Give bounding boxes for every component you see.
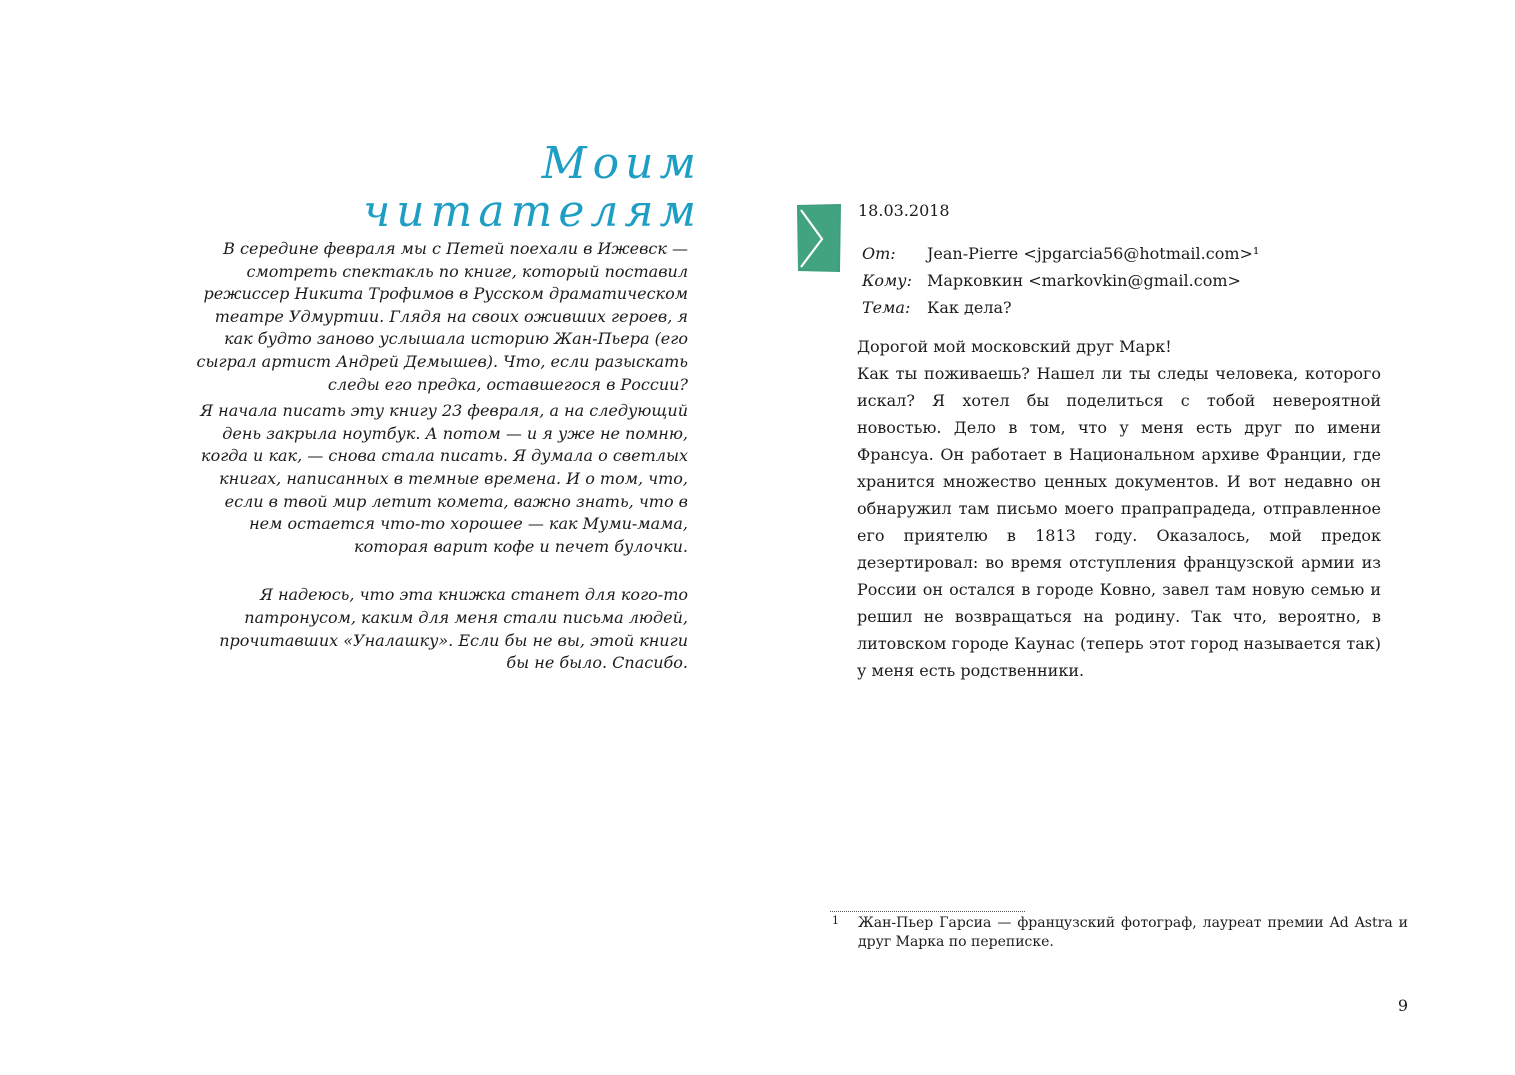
email-body <box>857 333 1381 684</box>
header-value: Марковкин <markovkin@gmail.com> <box>927 271 1241 290</box>
header-value: Jean-Pierre <jpgarcia56@hotmail.com>¹ <box>927 244 1260 263</box>
header-label: Тема: <box>862 298 911 317</box>
header-label: От: <box>862 244 896 263</box>
page-number: 9 <box>1397 996 1408 1015</box>
dedication-paragraph: Я надеюсь, что эта книжка станет для кого-то патронусом, каким для меня стали письма людей, прочитавших «Уналашку». Если бы не вы, этой книги бы не было. Спасибо. <box>219 585 688 673</box>
email-greeting: Дорогой мой московский друг Марк! <box>857 337 1172 356</box>
email-paragraph: Как ты поживаешь? Нашел ли ты следы человека, которого искал? Я хотел бы поделиться с тобой невероятной новостью. Дело в том, что у меня есть друг по имени Франсуа. Он работает в Национальном архиве Франции, где хранится множество ценных документов. И вот недавно он обнаружил там письмо моего прапрапрадеда, отправленное его приятелю в 1813 году. Оказалось, мой предок дезертировал: во время отступления французской армии из России он остался в городе Ковно, завел там новую семью и решил не возвращаться на родину. Так что, вероятно, в литовском городе Каунас (теперь этот город называется так) у меня есть родственники. <box>857 364 1381 680</box>
email-header-subject <box>862 294 1259 321</box>
header-label: Кому: <box>862 271 912 290</box>
page-title: Моим читателям <box>362 138 702 238</box>
footnote-text: Жан-Пьер Гарсиа — французский фотограф, лауреат премии Ad Astra и друг Марка по переписке. <box>858 915 1408 950</box>
footnote-divider <box>830 911 1025 912</box>
dedication-paragraph: Я начала писать эту книгу 23 февраля, а на следующий день закрыла ноутбук. А потом — и я уже не помню, когда и как, — снова стала писать. Я думала о светлых книгах, написанных в темные времена. И о том, что, если в твой мир летит комета, важно знать, что в нем остается что-то хорошее — как Муми-мама, которая варит кофе и печет булочки. <box>200 401 688 556</box>
dedication-text <box>196 238 688 679</box>
footnote-mark: 1 <box>832 914 839 927</box>
envelope-icon <box>796 203 842 273</box>
dedication-paragraph: В середине февраля мы с Петей поехали в Ижевск — смотреть спектакль по книге, который поставил режиссер Никита Трофимов в Русском драматическом театре Удмуртии. Глядя на своих оживших героев, я как будто заново услышала историю Жан-Пьера (его сыграл артист Андрей Демышев). Что, если разыскать следы его предка, оставшегося в России? <box>196 239 688 394</box>
email-header-from <box>862 240 1259 267</box>
header-value: Как дела? <box>927 298 1012 317</box>
email-date: 18.03.2018 <box>858 201 950 220</box>
email-header-to <box>862 267 1259 294</box>
email-headers <box>862 240 1259 321</box>
